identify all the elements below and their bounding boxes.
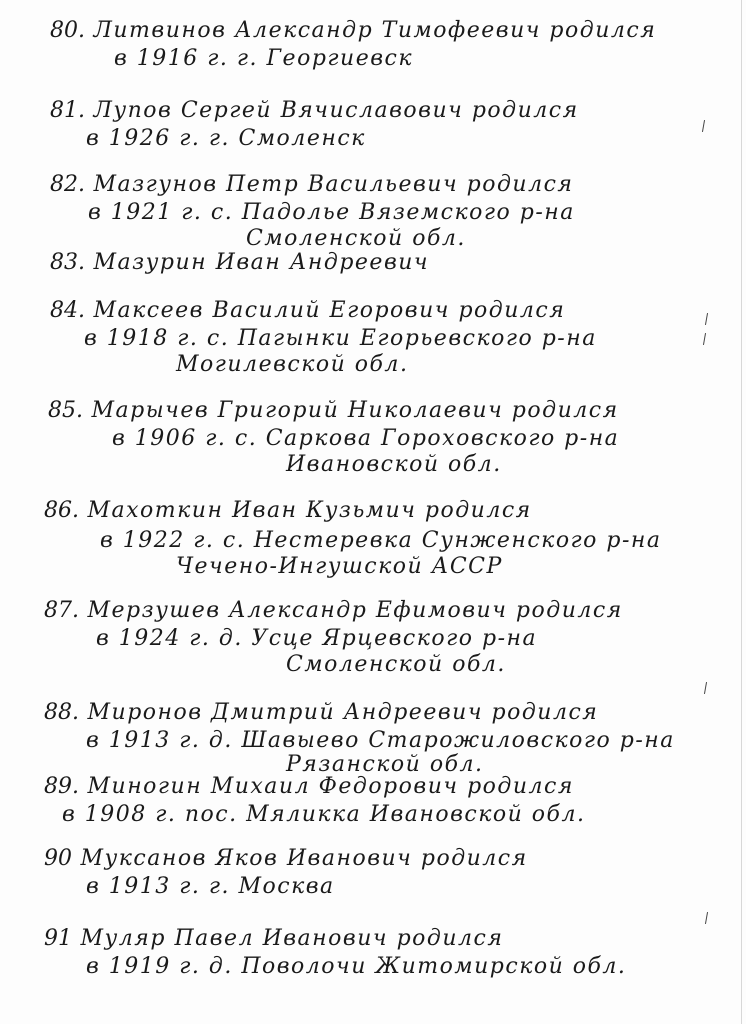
entry-verb: родился xyxy=(420,846,528,871)
entry-heading xyxy=(50,98,579,123)
entry-name: Лупов Сергей Вячиславович xyxy=(93,98,464,123)
entry-number: 83. xyxy=(50,250,85,275)
entry-name: Марычев Григорий Николаевич xyxy=(91,398,504,423)
entry-detail-line: в 1913 г. г. Москва xyxy=(86,874,335,899)
entry-verb: родился xyxy=(466,172,574,197)
entry-number: 84. xyxy=(50,298,85,323)
entry-detail-line: Смоленской обл. xyxy=(246,226,466,251)
entry-verb: родился xyxy=(549,18,657,43)
entry-detail-line: в 1924 г. д. Усце Ярцевского р-на xyxy=(96,626,538,651)
entry-heading xyxy=(50,250,429,275)
entry-number: 86. xyxy=(44,498,79,523)
entry-name: Мерзушев Александр Ефимович xyxy=(87,598,508,623)
page-edge-line xyxy=(741,0,742,1024)
entry-name: Мазурин Иван Андреевич xyxy=(93,250,430,275)
entry-verb: родился xyxy=(458,298,566,323)
entry-verb: родился xyxy=(515,598,623,623)
margin-mark xyxy=(702,120,705,132)
entry-name: Муляр Павел Иванович xyxy=(80,926,389,951)
entry-heading xyxy=(44,926,503,951)
entry-verb: родился xyxy=(467,774,574,799)
margin-mark xyxy=(704,682,707,694)
entry-detail-line: в 1916 г. г. Георгиевск xyxy=(114,46,413,71)
entry-heading xyxy=(48,398,619,423)
entry-detail-line: Могилевской обл. xyxy=(176,352,409,377)
entry-number: 90 xyxy=(44,846,72,871)
entry-name: Мазгунов Петр Васильевич xyxy=(93,172,459,197)
entry-verb: родился xyxy=(491,700,599,725)
margin-mark xyxy=(705,912,708,924)
entry-detail-line: в 1913 г. д. Шавыево Старожиловского р-на xyxy=(86,728,675,753)
entry-name: Максеев Василий Егорович xyxy=(93,298,450,323)
entry-detail-line: в 1908 г. пос. Мяликка Ивановской обл. xyxy=(62,802,586,827)
margin-mark xyxy=(703,333,706,345)
entry-detail-line: в 1922 г. с. Нестеревка Сунженского р-на xyxy=(100,528,662,553)
entry-heading xyxy=(50,298,565,323)
entry-heading xyxy=(44,598,623,623)
entry-detail-line: в 1919 г. д. Поволочи Житомирской обл. xyxy=(86,954,627,979)
entry-detail-line: в 1921 г. с. Падолье Вяземского р-на xyxy=(88,200,575,225)
entry-detail-line: в 1926 г. г. Смоленск xyxy=(86,126,366,151)
entry-detail-line: Смоленской обл. xyxy=(286,652,506,677)
entry-heading xyxy=(44,700,598,725)
entry-heading xyxy=(44,498,532,523)
entry-number: 91 xyxy=(44,926,72,951)
entry-heading xyxy=(44,846,528,871)
entry-number: 87. xyxy=(44,598,79,623)
margin-mark xyxy=(705,313,708,325)
entry-number: 80. xyxy=(50,18,85,43)
entry-heading xyxy=(50,172,573,197)
entry-name: Муксанов Яков Иванович xyxy=(80,846,413,871)
entry-detail-line: в 1918 г. с. Пагынки Егорьевского р-на xyxy=(84,326,597,351)
entry-number: 88. xyxy=(44,700,79,725)
entry-detail-line: в 1906 г. с. Саркова Гороховского р-на xyxy=(112,426,620,451)
entry-detail-line: Ивановской обл. xyxy=(286,452,502,477)
entry-verb: родился xyxy=(396,926,504,951)
entry-verb: родился xyxy=(471,98,579,123)
entry-number: 82. xyxy=(50,172,85,197)
entry-name: Миногин Михаил Федорович xyxy=(87,774,459,799)
entry-number: 81. xyxy=(50,98,85,123)
entry-detail-line: Чечено-Ингушской АССР xyxy=(176,554,503,579)
entry-name: Литвинов Александр Тимофеевич xyxy=(93,18,541,43)
entry-verb: родился xyxy=(511,398,619,423)
entry-detail-line: Рязанской обл. xyxy=(286,752,484,777)
entry-name: Миронов Дмитрий Андреевич xyxy=(87,700,484,725)
entry-number: 85. xyxy=(48,398,83,423)
entry-verb: родился xyxy=(424,498,532,523)
entry-heading xyxy=(44,774,574,799)
entry-name: Махоткин Иван Кузьмич xyxy=(87,498,417,523)
entry-number: 89. xyxy=(44,774,79,799)
entry-heading xyxy=(50,18,656,43)
